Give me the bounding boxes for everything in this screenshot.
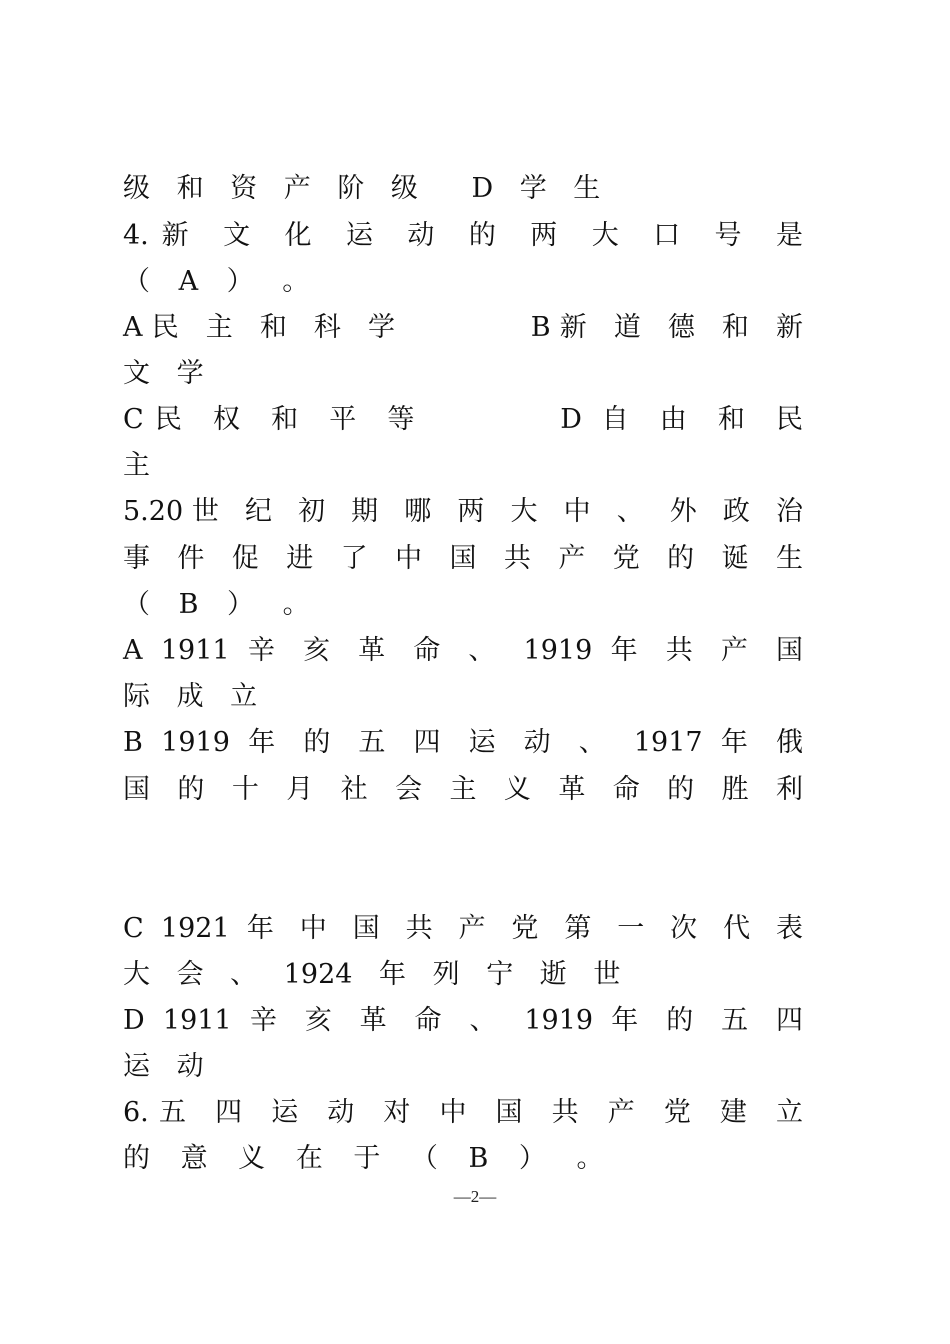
question-5-answer: （ B ） 。 [123,589,310,620]
question-5-stem: 5.20世 纪 初 期 哪 两 大 中 、 外 政 治 [123,496,803,527]
question-6-stem: 6.五 四 运 动 对 中 国 共 产 党 建 立 [123,1097,803,1128]
text-line: 事 件 促 进 了 中 国 共 产 党 的 诞 生 [123,543,803,574]
text-line: 际 成 立 [123,681,258,712]
question-6-answer: 的 意 义 在 于 （ B ） 。 [123,1143,604,1174]
question-5-option-a: A 1911 辛 亥 革 命 、 1919 年 共 产 国 [123,635,803,666]
text-line: 国 的 十 月 社 会 主 义 革 命 的 胜 利 [123,774,803,805]
page-number: —2— [453,1187,497,1206]
question-5-option-b: B 1919 年 的 五 四 运 动 、 1917 年 俄 [123,727,803,758]
text-line: 文 学 [123,358,204,389]
text-line: 大 会 、 1924 年 列 宁 逝 世 [123,959,621,990]
question-5-option-c: C 1921 年 中 国 共 产 党 第 一 次 代 表 [123,913,803,944]
question-4-answer: （ A ） 。 [123,266,310,297]
question-4-options-ab: A民 主 和 科 学 B新 道 德 和 新 [123,312,803,343]
text-line: 主 [123,450,150,481]
question-4-options-cd: C民 权 和 平 等 D 自 由 和 民 [123,404,803,435]
question-4-stem: 4.新 文 化 运 动 的 两 大 口 号 是 [123,220,803,251]
text-line: 级 和 资 产 阶 级 D 学 生 [123,173,601,204]
question-5-option-d: D 1911 辛 亥 革 命 、 1919 年 的 五 四 [123,1005,803,1036]
text-line: 运 动 [123,1051,204,1082]
